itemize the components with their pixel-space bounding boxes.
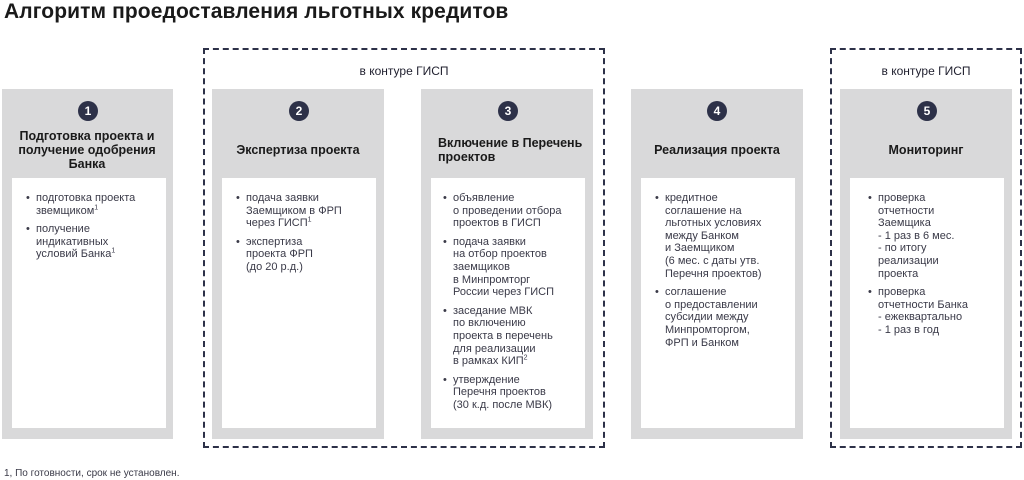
step-title: Экспертиза проекта [236,143,360,157]
step-body [431,178,585,428]
step-card [631,89,803,439]
step-item: • проверка отчетности Банка - ежеквартально - 1 раз в год [868,286,996,336]
step-item: • экспертиза проекта ФРП (до 20 р.д.) [236,236,368,274]
step-title: Подготовка проекта и получение одобрения Банка [18,129,156,171]
step-item: • утверждение Перечня проектов (30 к.д. после МВК) [443,374,577,412]
step-number-badge: 3 [498,101,518,121]
step-number-badge: 5 [917,101,937,121]
step-item: • подача заявки на отбор проектов заемщиков в Минпромторг России через ГИСП [443,236,577,299]
step-number-badge: 2 [289,101,309,121]
step-title: Включение в Перечень проектов [438,136,583,164]
footnote: 1, По готовности, срок не установлен. [4,468,180,479]
step-body [12,178,166,428]
step-card [840,89,1012,439]
gisp-label: в контуре ГИСП [359,64,449,78]
step-body [850,178,1004,428]
step-item: • подача заявки Заемщиком в ФРП через ГИСП$^1$ [236,192,368,230]
step-items [641,178,795,349]
step-items [12,178,166,261]
step-body [641,178,795,428]
gisp-label: в контуре ГИСП [881,64,971,78]
step-item: • получение индикативных условий Банка$^1$ [26,223,158,261]
step-number-badge: 1 [78,101,98,121]
step-number-badge: 4 [707,101,727,121]
step-item: • проверка отчетности Заемщика - 1 раз в 6 мес. - по итогу реализации проекта [868,192,996,280]
step-items [850,178,1004,337]
step-item: • заседание МВК по включению проекта в перечень для реализации в рамках КИП$^2$ [443,305,577,368]
step-item: • соглашение о предоставлении субсидии между Минпромторгом, ФРП и Банком [655,286,787,349]
step-title: Мониторинг [888,143,964,157]
step-item: • подготовка проекта звемщиком$^1$ [26,192,158,217]
step-card [421,89,593,439]
step-title: Реализация проекта [654,143,780,157]
page-title: Алгоритм проедоставления льготных кредитов [4,0,509,23]
step-card [2,89,173,439]
step-body [222,178,376,428]
step-items [222,178,376,274]
step-card [212,89,384,439]
step-item: • кредитное соглашение на льготных условиях между Банком и Заемщиком (6 мес. с даты утв. Перечня проектов) [655,192,787,280]
step-item: • объявление о проведении отбора проектов в ГИСП [443,192,577,230]
step-items [431,178,585,412]
